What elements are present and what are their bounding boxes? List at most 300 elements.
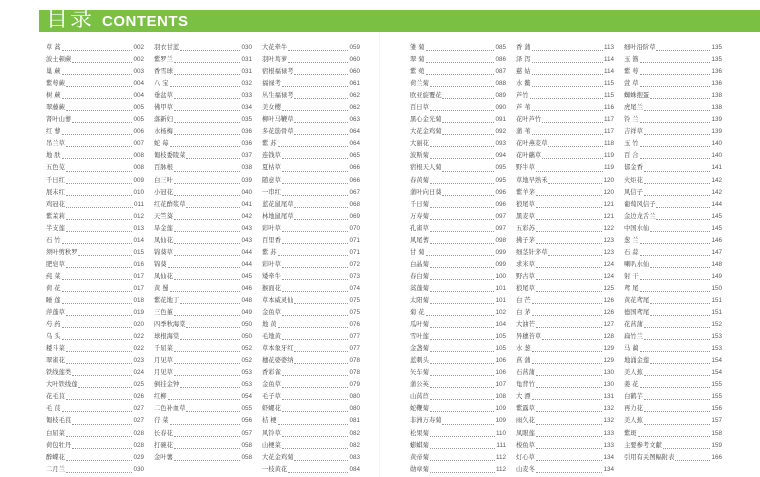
toc-entry[interactable] [516,114,614,126]
toc-entry[interactable] [516,211,614,223]
toc-entry[interactable] [262,295,360,307]
toc-entry[interactable] [262,162,360,174]
toc-entry[interactable] [154,199,252,211]
toc-entry[interactable] [410,379,506,391]
dot-leader [186,410,240,412]
toc-entry[interactable] [624,307,722,319]
toc-entry[interactable] [410,54,506,66]
toc-entry[interactable] [516,464,614,476]
toc-entry[interactable] [262,403,360,415]
toc-entry[interactable] [516,391,614,403]
toc-entry[interactable] [410,452,506,464]
toc-entry[interactable] [516,271,614,283]
toc-entry[interactable] [154,355,252,367]
toc-entry[interactable] [624,440,722,452]
toc-entry[interactable] [624,54,722,66]
toc-entry[interactable] [46,247,144,259]
toc-entry[interactable] [410,223,506,235]
toc-entry[interactable] [410,114,506,126]
toc-entry[interactable] [46,355,144,367]
dot-leader [294,97,348,99]
toc-entry-page: 055 [241,405,252,413]
toc-entry[interactable] [410,355,506,367]
toc-entry[interactable] [410,295,506,307]
toc-entry[interactable] [46,102,144,114]
toc-entry[interactable] [516,307,614,319]
toc-entry[interactable] [262,235,360,247]
toc-entry[interactable] [410,90,506,102]
toc-entry-page: 064 [349,140,360,148]
toc-entry[interactable] [262,428,360,440]
toc-entry[interactable] [410,150,506,162]
toc-entry[interactable] [624,379,722,391]
toc-entry-page: 073 [349,272,360,280]
toc-entry[interactable] [410,175,506,187]
dot-leader [644,423,711,425]
dot-leader [430,157,495,159]
toc-entry[interactable] [262,440,360,452]
toc-entry[interactable] [154,367,252,379]
toc-entry[interactable] [154,150,252,162]
toc-entry[interactable] [154,295,252,307]
toc-entry[interactable] [262,355,360,367]
toc-entry[interactable] [154,331,252,343]
toc-entry[interactable] [410,331,506,343]
toc-entry[interactable] [624,331,722,343]
toc-entry-title: 香雪球 [154,68,173,76]
toc-entry[interactable] [46,343,144,355]
toc-entry[interactable] [154,307,252,319]
toc-entry[interactable] [154,235,252,247]
toc-entry[interactable] [154,78,252,90]
toc-entry[interactable] [46,271,144,283]
toc-entry[interactable] [262,319,360,331]
book-spine-divider [379,32,380,477]
toc-entry-title: 欧亚旋覆花 [410,92,442,100]
toc-entry[interactable] [624,78,722,90]
toc-entry-title: 射 干 [624,272,639,280]
toc-entry[interactable] [624,403,722,415]
toc-entry-page: 075 [349,296,360,304]
toc-entry[interactable] [624,235,722,247]
toc-entry-page: 104 [495,321,506,329]
toc-entry-title: 凤仙花 [154,236,173,244]
toc-entry[interactable] [46,114,144,126]
toc-entry[interactable] [154,162,252,174]
dot-leader [294,362,348,364]
dot-leader [536,266,603,268]
toc-entry[interactable] [46,199,144,211]
toc-entry-title: 花叶虉草 [516,152,542,160]
toc-entry[interactable] [410,138,506,150]
toc-entry[interactable] [262,187,360,199]
toc-entry[interactable] [516,223,614,235]
toc-entry[interactable] [624,175,722,187]
toc-entry[interactable] [516,355,614,367]
toc-entry[interactable] [410,187,506,199]
toc-entry[interactable] [624,42,722,54]
toc-entry-title: 展未红 [46,188,65,196]
toc-entry[interactable] [410,415,506,427]
toc-entry[interactable] [154,54,252,66]
toc-entry[interactable] [46,391,144,403]
toc-entry-page: 006 [133,128,144,136]
toc-entry-page: 039 [241,176,252,184]
toc-entry[interactable] [46,415,144,427]
toc-entry[interactable] [46,54,144,66]
toc-entry[interactable] [154,187,252,199]
toc-entry[interactable] [624,428,722,440]
toc-entry[interactable] [624,187,722,199]
toc-entry[interactable] [410,319,506,331]
toc-entry[interactable] [154,452,252,464]
dot-leader [430,290,495,292]
toc-entry[interactable] [262,223,360,235]
toc-entry[interactable] [410,440,506,452]
toc-entry-page: 155 [711,393,722,401]
toc-entry[interactable] [624,90,722,102]
toc-entry[interactable] [516,42,614,54]
toc-entry[interactable] [516,428,614,440]
toc-entry[interactable] [624,138,722,150]
toc-entry[interactable] [46,175,144,187]
toc-entry[interactable] [410,235,506,247]
toc-entry[interactable] [262,78,360,90]
toc-entry[interactable] [410,126,506,138]
toc-entry[interactable] [624,283,722,295]
toc-entry[interactable] [516,175,614,187]
toc-entry-page: 081 [349,417,360,425]
dot-leader [66,145,133,147]
dot-leader [282,338,349,340]
toc-entry[interactable] [46,319,144,331]
toc-entry[interactable] [46,42,144,54]
dot-leader [640,145,711,147]
toc-entry[interactable] [410,78,506,90]
dot-leader [644,109,711,111]
toc-entry[interactable] [516,283,614,295]
toc-entry[interactable] [516,452,614,464]
toc-entry[interactable] [154,211,252,223]
toc-entry[interactable] [516,331,614,343]
toc-entry[interactable] [154,343,252,355]
toc-entry[interactable] [46,150,144,162]
toc-entry-title: 四季秋海棠 [154,321,186,329]
toc-entry[interactable] [624,415,722,427]
toc-entry[interactable] [154,90,252,102]
toc-entry[interactable] [410,343,506,355]
dot-leader [430,206,495,208]
toc-entry[interactable] [516,379,614,391]
toc-entry-title: 紫茉莉 [46,212,65,220]
toc-entry[interactable] [262,271,360,283]
toc-entry-title: 蓝花鼠尾草 [262,200,294,208]
toc-entry[interactable] [624,452,722,464]
toc-entry-title: 红 蓼 [46,128,61,136]
toc-entry[interactable] [516,138,614,150]
toc-entry[interactable] [516,102,614,114]
toc-entry[interactable] [516,162,614,174]
toc-entry[interactable] [46,464,144,476]
toc-entry-page: 115 [603,92,614,100]
dot-leader [536,194,603,196]
toc-entry[interactable] [624,343,722,355]
toc-entry[interactable] [624,150,722,162]
toc-entry[interactable] [154,440,252,452]
toc-entry[interactable] [46,331,144,343]
toc-entry[interactable] [262,331,360,343]
toc-entry[interactable] [154,428,252,440]
toc-entry[interactable] [262,452,360,464]
toc-entry[interactable] [46,223,144,235]
toc-entry[interactable] [154,114,252,126]
toc-entry[interactable] [154,259,252,271]
toc-entry-title: 甘 菊 [410,248,425,256]
toc-entry[interactable] [624,102,722,114]
toc-entry[interactable] [262,415,360,427]
toc-entry[interactable] [46,78,144,90]
toc-entry[interactable] [262,90,360,102]
dot-leader [530,97,603,99]
dot-leader [180,302,240,304]
toc-entry-page: 117 [603,116,614,124]
toc-entry[interactable] [154,102,252,114]
toc-entry[interactable] [46,428,144,440]
toc-entry-title: 肾叶山蓼 [46,116,72,124]
toc-entry[interactable] [516,415,614,427]
dot-leader [532,314,603,316]
toc-entry[interactable] [410,391,506,403]
toc-entry[interactable] [410,102,506,114]
toc-entry-title: 白晶菊 [410,260,429,268]
toc-entry[interactable] [516,187,614,199]
toc-entry[interactable] [154,126,252,138]
toc-entry[interactable] [624,391,722,403]
toc-entry[interactable] [46,211,144,223]
toc-entry-page: 130 [603,369,614,377]
toc-entry-page: 145 [711,224,722,232]
toc-entry[interactable] [154,175,252,187]
toc-entry-title: 蜘蛛抱蛋 [624,92,650,100]
toc-entry-page: 016 [133,260,144,268]
toc-entry[interactable] [624,66,722,78]
toc-entry[interactable] [624,247,722,259]
toc-entry[interactable] [624,223,722,235]
toc-entry[interactable] [46,379,144,391]
toc-entry[interactable] [154,247,252,259]
toc-entry-title: 孔雀草 [410,224,429,232]
toc-entry[interactable] [262,114,360,126]
toc-entry[interactable] [516,126,614,138]
toc-entry[interactable] [262,464,360,476]
toc-entry[interactable] [624,355,722,367]
dot-leader [640,278,711,280]
toc-entry-title: 草本象牙红 [262,345,294,353]
toc-entry-title: 再力花 [624,405,643,413]
toc-entry[interactable] [410,199,506,211]
dot-leader [66,170,133,172]
toc-entry[interactable] [46,440,144,452]
toc-entry[interactable] [154,138,252,150]
dot-leader [536,423,603,425]
dot-leader [536,471,603,473]
toc-entry-page: 133 [603,441,614,449]
toc-entry[interactable] [46,187,144,199]
toc-entry-page: 099 [495,260,506,268]
toc-entry[interactable] [262,247,360,259]
toc-entry[interactable] [154,42,252,54]
toc-entry-title: 毛 茛 [46,405,61,413]
toc-entry[interactable] [624,259,722,271]
toc-entry[interactable] [154,319,252,331]
toc-entry[interactable] [154,391,252,403]
toc-entry[interactable] [154,379,252,391]
dot-leader [282,314,349,316]
toc-entry[interactable] [154,403,252,415]
toc-entry[interactable] [624,126,722,138]
toc-entry-title: 菖 蒲 [516,357,531,365]
toc-entry-title: 草地早熟禾 [516,176,548,184]
toc-entry-page: 027 [133,417,144,425]
toc-entry[interactable] [46,452,144,464]
toc-entry[interactable] [262,150,360,162]
toc-entry[interactable] [516,343,614,355]
toc-entry[interactable] [410,428,506,440]
toc-entry[interactable] [46,367,144,379]
toc-entry[interactable] [516,150,614,162]
toc-entry[interactable] [410,162,506,174]
toc-entry[interactable] [154,223,252,235]
toc-entry[interactable] [624,271,722,283]
toc-entry-page: 060 [349,56,360,64]
toc-entry[interactable] [46,138,144,150]
toc-entry-page: 025 [133,381,144,389]
toc-entry[interactable] [262,211,360,223]
toc-entry[interactable] [46,66,144,78]
toc-entry[interactable] [624,295,722,307]
toc-entry-title: 旱金莲 [154,224,173,232]
toc-entry[interactable] [516,367,614,379]
toc-entry-title: 蒲 苇 [516,128,531,136]
toc-entry[interactable] [262,379,360,391]
toc-entry[interactable] [46,126,144,138]
toc-entry-page: 099 [495,248,506,256]
toc-entry[interactable] [410,42,506,54]
toc-entry[interactable] [46,295,144,307]
dot-leader [536,278,603,280]
toc-entry[interactable] [410,307,506,319]
toc-entry[interactable] [410,464,506,476]
toc-entry[interactable] [262,391,360,403]
toc-entry[interactable] [262,367,360,379]
toc-entry[interactable] [262,102,360,114]
toc-entry[interactable] [516,235,614,247]
dot-leader [640,386,711,388]
toc-entry-page: 095 [495,164,506,172]
toc-entry-page: 121 [603,200,614,208]
toc-entry[interactable] [624,367,722,379]
dot-leader [174,182,241,184]
dot-leader [282,374,349,376]
toc-entry[interactable] [516,199,614,211]
toc-entry[interactable] [46,90,144,102]
toc-entry[interactable] [624,319,722,331]
toc-entry-page: 148 [711,260,722,268]
toc-entry[interactable] [262,283,360,295]
toc-entry[interactable] [46,307,144,319]
toc-entry[interactable] [516,66,614,78]
toc-entry[interactable] [624,162,722,174]
toc-entry-page: 118 [603,140,614,148]
toc-entry[interactable] [410,283,506,295]
toc-entry[interactable] [46,283,144,295]
toc-entry[interactable] [154,415,252,427]
toc-entry[interactable] [516,259,614,271]
toc-entry[interactable] [262,175,360,187]
toc-entry[interactable] [516,78,614,90]
toc-entry[interactable] [516,440,614,452]
toc-entry[interactable] [262,343,360,355]
toc-entry-title: 拂子茅 [516,236,535,244]
toc-entry[interactable] [624,114,722,126]
toc-entry[interactable] [410,259,506,271]
toc-entry[interactable] [516,247,614,259]
toc-entry-title: 二色补血草 [154,405,186,413]
toc-entry[interactable] [410,211,506,223]
toc-entry[interactable] [46,259,144,271]
toc-entry[interactable] [262,54,360,66]
toc-entry[interactable] [262,307,360,319]
toc-entry[interactable] [262,138,360,150]
toc-entry[interactable] [516,403,614,415]
dot-leader [542,338,602,340]
toc-entry[interactable] [262,42,360,54]
dot-leader [426,49,495,51]
toc-entry[interactable] [516,90,614,102]
toc-entry-page: 015 [133,248,144,256]
dot-leader [294,121,348,123]
toc-entry[interactable] [154,271,252,283]
toc-entry[interactable] [624,199,722,211]
toc-entry[interactable] [410,66,506,78]
dot-leader [430,326,495,328]
toc-entry[interactable] [516,319,614,331]
toc-entry[interactable] [46,235,144,247]
toc-entry[interactable] [410,247,506,259]
toc-entry-page: 115 [603,80,614,88]
toc-entry[interactable] [262,66,360,78]
dot-leader [282,182,349,184]
toc-entry[interactable] [410,403,506,415]
toc-entry-title: 大花金鸡菊 [410,128,442,136]
toc-entry[interactable] [154,66,252,78]
dot-leader [278,326,349,328]
toc-entry[interactable] [624,211,722,223]
toc-entry[interactable] [410,367,506,379]
toc-entry[interactable] [154,283,252,295]
toc-entry[interactable] [410,271,506,283]
toc-entry[interactable] [262,259,360,271]
toc-entry[interactable] [516,295,614,307]
toc-entry[interactable] [516,54,614,66]
toc-entry-title: 山梗菜 [262,441,281,449]
toc-entry[interactable] [46,403,144,415]
toc-entry[interactable] [262,199,360,211]
toc-entry[interactable] [46,162,144,174]
toc-entry[interactable] [262,126,360,138]
toc-entry-page: 091 [495,116,506,124]
dot-leader [66,362,133,364]
